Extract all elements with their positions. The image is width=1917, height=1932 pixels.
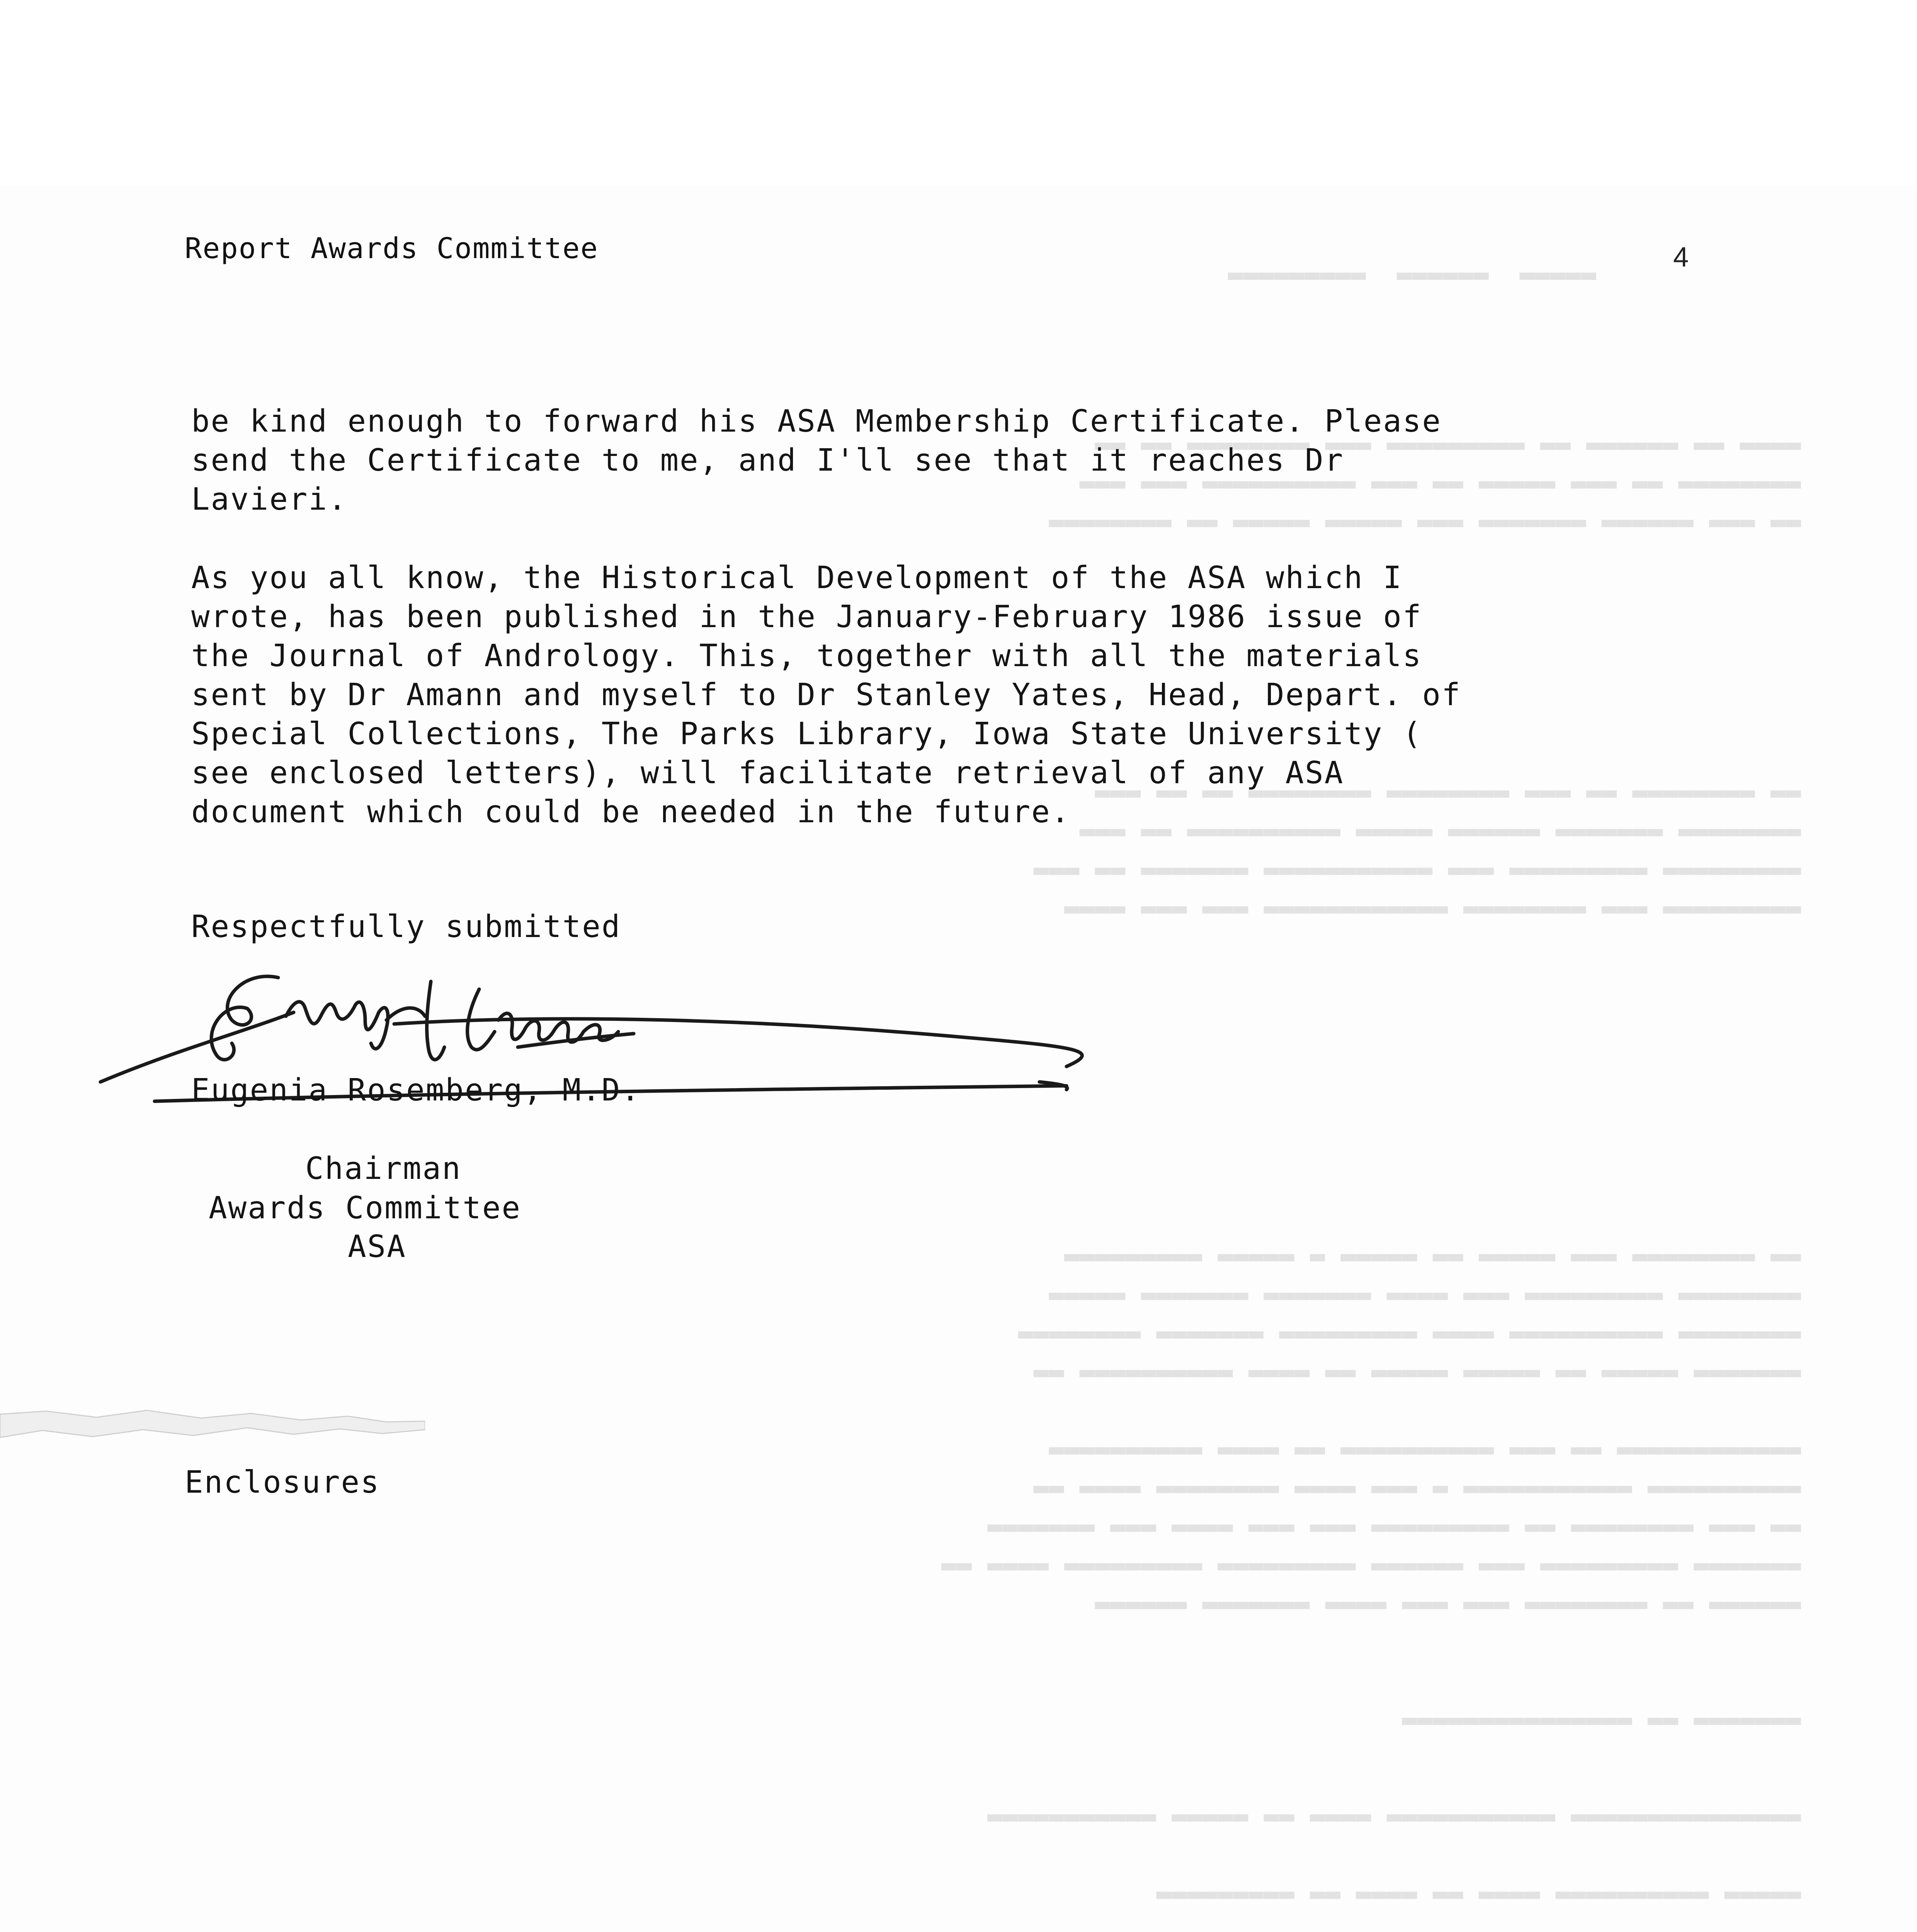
paragraph-line: document which could be needed in the future. [191,794,1071,830]
paragraph-line: the Journal of Andrology. This, together with all the materials [191,638,1422,673]
signer-title-chairman: Chairman [305,1151,462,1186]
closing-phrase: Respectfully submitted [191,909,621,944]
bleed-through-background: ▬▬▬▬▬ ▬▬▬▬▬▬ ▬▬▬▬▬▬▬▬▬ ▬▬▬▬ ▬▬ ▬▬▬▬▬▬ ▬▬ ▬▬▬▬▬▬▬▬▬ ▬▬▬ ▬▬▬▬▬▬▬▬ ▬▬ ▬▬ ▬▬▬▬▬▬▬▬ ▬▬ ▬▬▬ ▬▬▬▬▬ ▬▬ ▬▬▬ ▬▬▬▬▬▬▬▬▬▬ ▬▬▬ ▬▬▬ ▬▬ ▬▬▬ ▬▬▬▬▬▬ ▬▬▬▬▬▬▬ ▬▬▬ ▬▬▬▬▬ ▬▬▬▬▬ ▬▬ ▬▬▬▬▬▬▬▬ ▬▬ ▬▬▬▬▬▬▬▬ ▬▬ ▬▬▬ ▬▬▬▬▬▬▬▬ ▬▬▬▬▬▬▬▬ ▬▬ ▬▬ ▬▬▬ ▬▬▬▬▬▬▬▬ ▬▬▬▬▬▬▬ ▬▬▬▬▬▬ ▬▬▬▬▬ ▬▬▬▬▬▬▬▬▬▬ ▬▬ ▬▬▬ ▬▬▬▬▬▬▬▬▬ ▬▬▬▬▬▬▬▬▬ ▬▬▬ ▬▬▬▬▬▬▬▬▬▬▬ ▬▬▬▬▬▬▬ ▬▬ ▬▬▬ ▬▬▬▬▬▬▬▬▬ ▬▬▬ ▬▬▬▬▬▬▬▬ ▬▬▬▬▬▬▬▬▬▬▬▬ ▬▬▬ ▬▬▬ ▬▬▬▬ ▬▬ ▬▬▬▬▬▬▬▬ ▬▬▬ ▬▬▬▬▬ ▬▬ ▬▬▬▬▬ ▬ ▬▬▬▬▬ ▬▬▬▬▬▬▬▬▬ ▬▬▬▬▬▬▬▬ ▬▬▬▬▬▬▬▬▬ ▬▬▬ ▬▬▬▬ ▬▬▬▬▬▬▬ ▬▬▬▬▬▬▬ ▬▬▬▬▬ ▬▬▬▬▬▬▬▬ ▬▬▬▬▬▬▬▬▬▬ ▬▬▬▬ ▬▬▬▬▬▬▬▬▬ ▬▬▬▬▬▬▬ ▬▬▬▬▬▬▬▬ ▬▬▬▬▬▬▬ ▬▬▬▬▬ ▬▬ ▬▬▬▬▬ ▬▬▬▬▬ ▬▬ ▬▬▬▬ ▬▬▬▬▬▬▬▬▬▬ ▬▬ ▬▬▬▬▬▬▬▬▬▬▬▬ ▬▬ ▬▬▬ ▬▬▬▬▬▬▬▬▬▬ ▬▬ ▬▬▬▬ ▬▬▬▬▬▬▬▬▬▬ ▬▬▬▬▬▬▬▬▬▬ ▬▬▬▬▬▬▬▬▬▬▬ ▬ ▬▬▬ ▬▬▬▬ ▬▬▬▬▬▬▬▬ ▬▬▬▬ ▬▬ ▬▬ ▬▬▬ ▬▬▬▬▬▬▬▬ ▬▬ ▬▬▬▬▬▬▬▬▬ ▬▬▬ ▬▬▬ ▬▬▬▬ ▬▬▬ ▬▬▬▬▬▬▬ ▬▬▬▬▬▬▬ ▬▬▬▬▬▬▬▬▬ ▬▬▬ ▬▬▬▬▬▬ ▬▬▬▬▬▬▬▬▬ ▬▬▬▬▬▬▬▬▬ ▬▬▬▬ ▬▬ ▬▬▬▬▬▬ ▬▬ ▬▬▬▬▬▬▬▬ ▬▬▬ ▬▬▬ ▬▬▬▬ ▬▬▬▬▬▬▬ ▬▬▬▬▬▬ ▬▬▬▬▬▬▬ ▬▬ ▬▬▬▬▬▬▬▬▬▬▬▬▬▬▬ ▬▬▬▬▬▬▬▬▬▬▬▬▬▬▬ ▬▬▬▬▬▬▬▬▬▬▬ ▬▬▬▬ ▬▬ ▬▬▬▬▬ ▬▬▬▬▬▬▬▬▬▬▬ ▬▬▬▬▬ ▬▬▬▬▬▬▬▬▬▬ ▬▬▬▬ ▬▬ ▬▬▬▬ ▬▬ ▬▬▬▬▬▬▬▬▬ [941,259,1801,1908]
signer-title-organization: ASA [348,1229,407,1264]
paragraph-line: be kind enough to forward his ASA Membership Certificate. Please [191,403,1442,439]
paper-tear-edge [0,1406,425,1464]
paragraph-certificate [191,402,1737,519]
signer-name: Eugenia Rosemberg, M.D. [191,1072,641,1108]
paragraph-line: send the Certificate to me, and I'll see that it reaches Dr [191,442,1344,478]
paragraph-line: Special Collections, The Parks Library, Iowa State University ( [191,716,1422,752]
paragraph-historical-development [191,558,1737,832]
page-top-margin [0,0,1917,185]
paragraph-line: wrote, has been published in the January-February 1986 issue of [191,599,1422,634]
paragraph-line: see enclosed letters), will facilitate retrieval of any ASA [191,755,1344,791]
report-header-title: Report Awards Committee [185,232,599,265]
paragraph-line: sent by Dr Amann and myself to Dr Stanley Yates, Head, Depart. of [191,677,1461,713]
page-number: 4 [1673,242,1689,273]
paragraph-line: As you all know, the Historical Development of the ASA which I [191,560,1403,595]
paragraph-line: Lavieri. [191,481,348,517]
enclosures-label: Enclosures [185,1464,380,1500]
signer-title-committee: Awards Committee [209,1190,521,1226]
